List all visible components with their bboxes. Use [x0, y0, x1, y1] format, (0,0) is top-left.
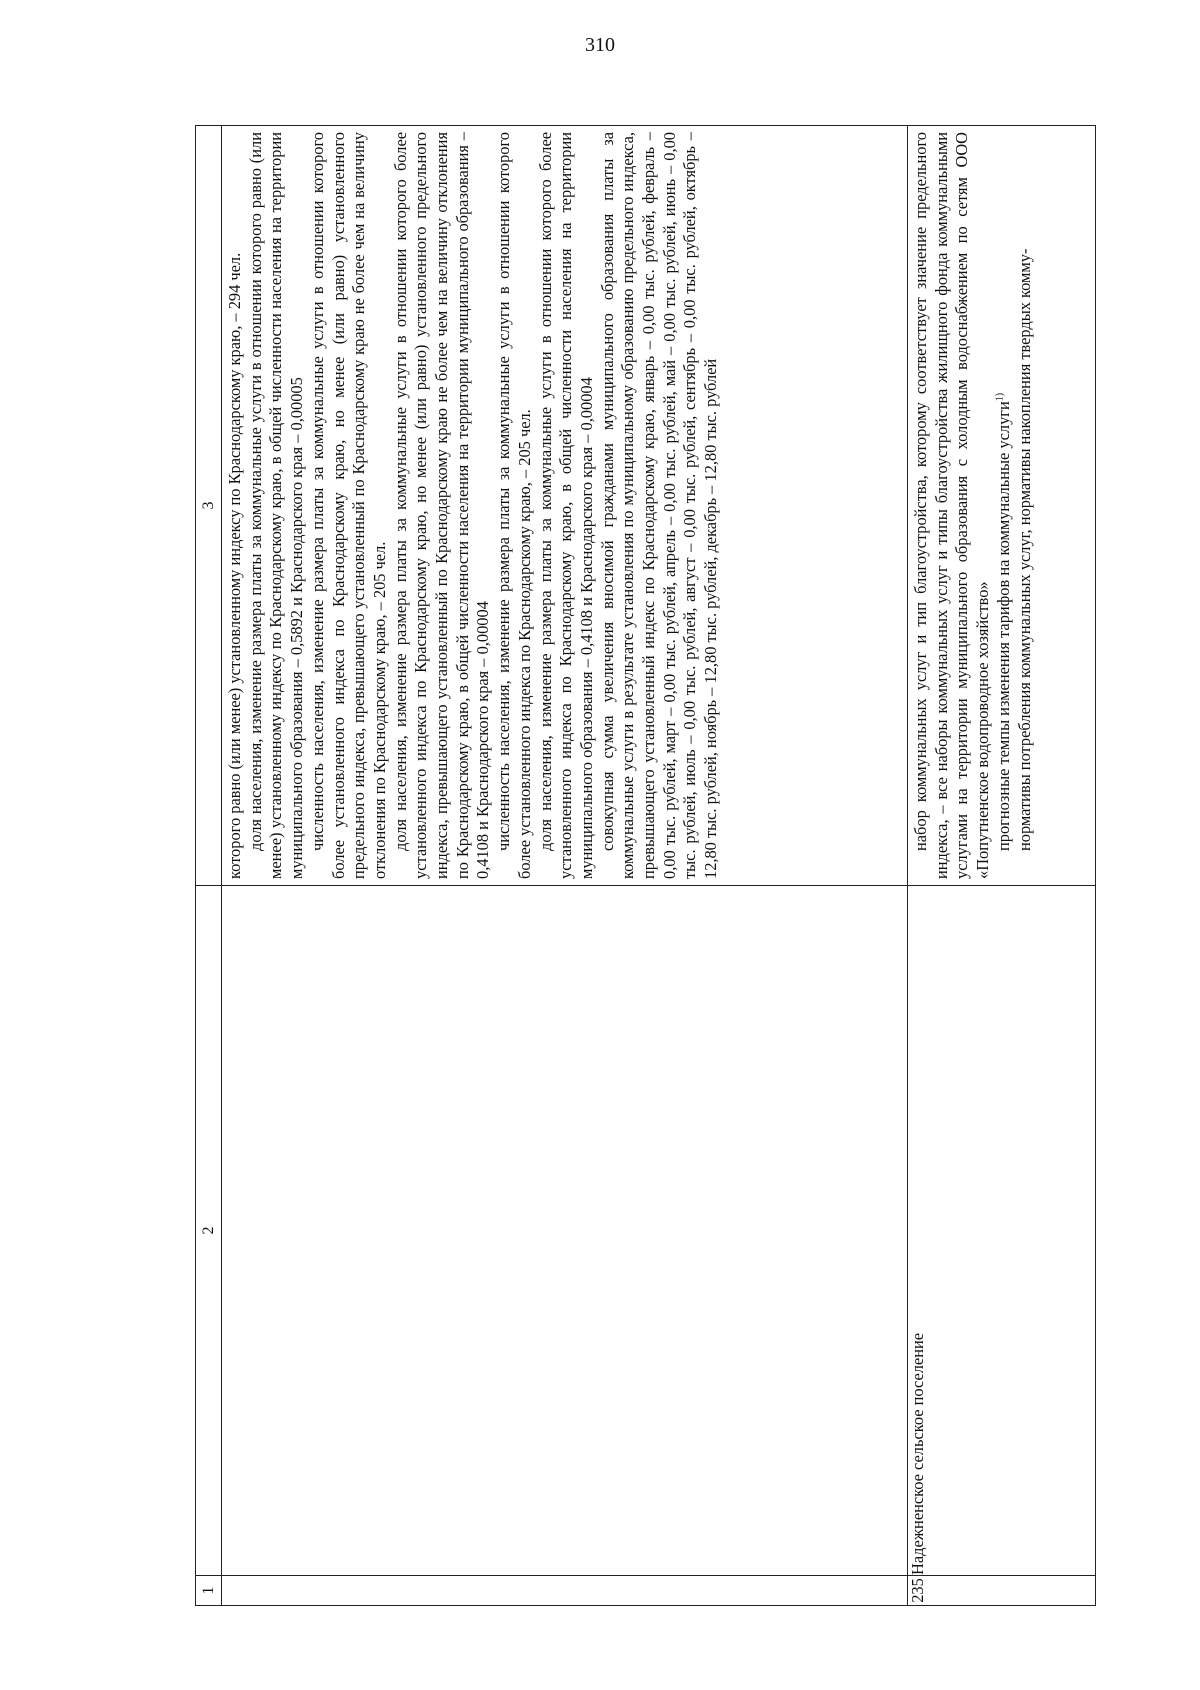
- table-row-235: [908, 126, 1096, 1606]
- row-continued-name: [222, 886, 908, 1576]
- row-235-number: 235: [908, 1576, 1096, 1606]
- page-number: 310: [585, 34, 615, 56]
- header-col-3: 3: [196, 126, 222, 886]
- row-235-description: [908, 126, 1096, 886]
- document-table: [195, 125, 1096, 1606]
- row-continued-number: [222, 1576, 908, 1606]
- paragraph: доля населения, изменение размера платы за коммунальные услуги в отношении которого более установленного индекса по Краснодарскому краю, но менее (или равно) установленного предельного индекса, превышающего установленный по Краснодарскому краю не более чем на величину отклонения по Краснодарскому краю, в общей численности населения на территории муниципального образования – 0,4108 и Краснодарского края – 0,00004: [390, 132, 493, 879]
- rotated-table-wrapper: [195, 126, 1095, 1606]
- table-row-continued: [222, 126, 908, 1606]
- footnote-mark: 1): [994, 392, 1006, 402]
- row-235-settlement-name: Надежненское сельское поселение: [908, 886, 1096, 1576]
- paragraph: совокупная сумма увеличения вносимой гражданами муниципального образования платы за коммунальные услуги в результате установления по муниципальному образованию предельного индекса, превышающего установленный индекс по Краснодарскому краю, январь – 0,00 тыс. рублей, февраль – 0,00 тыс. рублей, март – 0,00 тыс. рублей, апрель – 0,00 тыс. рублей, май – 0,00 тыс. рублей, июнь – 0,00 тыс. рублей, июль – 0,00 тыс. рублей, август – 0,00 тыс. рублей, сентябрь – 0,00 тыс. рублей, октябрь – 12,80 тыс. рублей, ноябрь – 12,80 тыс. рублей, декабрь – 12,80 тыс. рублей: [597, 132, 721, 879]
- paragraph: которого равно (или менее) установленному индексу по Краснодарскому краю, – 294 чел.: [225, 252, 244, 879]
- paragraph: численность населения, изменение размера платы за коммунальные услуги в отношении которого более установленного индекса по Краснодарскому краю, но менее (или равно) установленного предельного индекса, превышающего установленный по Краснодарскому краю не более чем на величину отклонения по Краснодарскому краю, – 205 чел.: [307, 132, 389, 879]
- table-header-row: [196, 126, 222, 1606]
- row-continued-description: [222, 126, 908, 886]
- paragraph-text: прогнозные темпы изменения тарифов на коммунальные услуги: [993, 401, 1013, 851]
- paragraph: доля населения, изменение размера платы за коммунальные услуги в отношении которого более установленного индекса по Краснодарскому краю, в общей численности населения на территории муниципального образования – 0,4108 и Краснодарского края – 0,00004: [535, 132, 596, 879]
- header-col-1: 1: [196, 1576, 222, 1606]
- paragraph: нормативы потребления коммунальных услуг, нормативы накопления твердых комму-: [1014, 248, 1034, 851]
- paragraph: численность населения, изменение размера платы за коммунальные услуги в отношении которого более установленного индекса по Краснодарскому краю, – 205 чел.: [494, 132, 534, 879]
- paragraph: доля населения, изменение размера платы за коммунальные услуги в отношении которого равно (или менее) установленному индексу по Краснодарскому краю, в общей численности населения на территории муниципального образования – 0,5892 и Краснодарского края – 0,00005: [245, 132, 307, 879]
- paragraph: набор коммунальных услуг и тип благоустройства, которому соответствует значение предельного индекса, – все наборы коммунальных услуг и типы благоустройства жилищного фонда коммунальными услугами на территории муниципального образования с холодным водоснабжением по сетям ООО «Попутненское водопроводное хозяйство»: [911, 132, 993, 879]
- header-col-2: 2: [196, 886, 222, 1576]
- paragraph: [994, 132, 1015, 879]
